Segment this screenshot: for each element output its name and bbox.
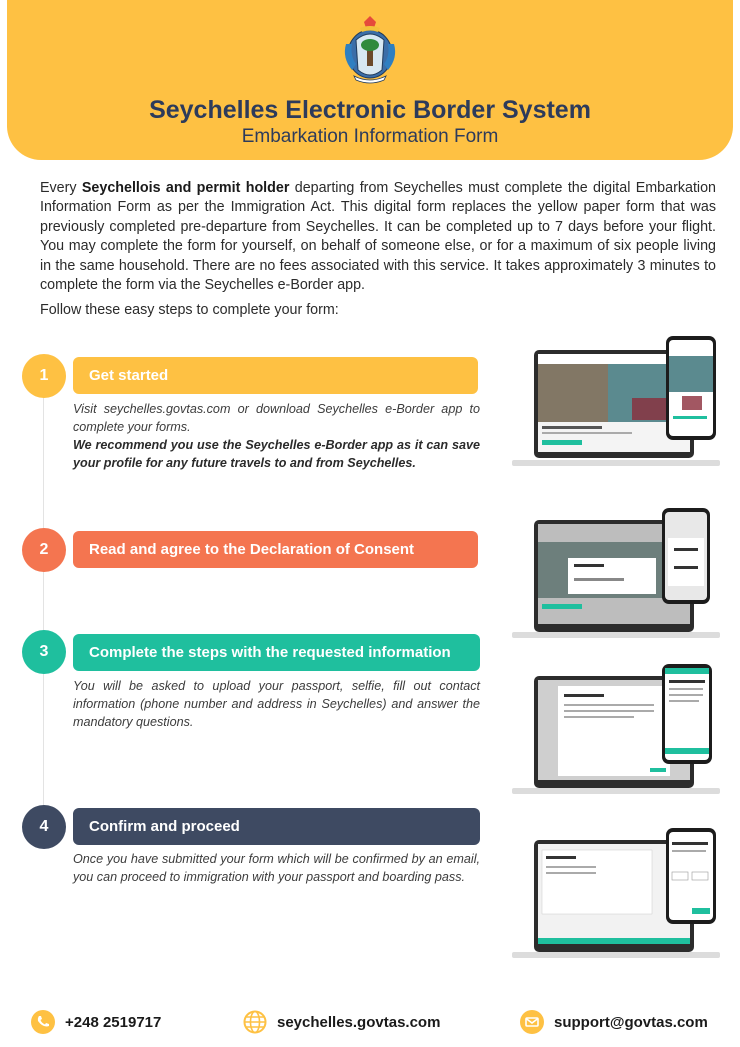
step-4-desc: Once you have submitted your form which will be confirmed by an email, you can proceed to immigration with your passport and boarding pass. [73,852,480,884]
intro-bold: Seychellois and permit holder [81,180,290,196]
page-title: Seychelles Electronic Border System [149,96,591,124]
step-1-desc [73,400,480,472]
step-3-circle: 3 [22,630,66,674]
intro-lead: Every [40,180,82,196]
step-1-desc-bold: We recommend you use the Seychelles e-Border app as it can save your profile for any future travels to and from Seychelles. [73,438,480,470]
email-icon [520,1010,544,1034]
step-1-circle: 1 [22,354,66,398]
phone-icon [31,1010,55,1034]
globe-icon [243,1010,267,1034]
step-3-title: Complete the steps with the requested information [73,634,480,671]
step-4-device-mockup [512,828,720,958]
footer-website-link[interactable]: seychelles.govtas.com [277,1013,441,1031]
footer-phone [31,1008,161,1036]
footer-email-link[interactable]: support@govtas.com [554,1013,708,1031]
step-1-device-mockup [512,336,720,466]
timeline-line [43,370,44,840]
footer-phone-text: +248 2519717 [65,1013,162,1031]
step-1-title: Get started [73,357,478,394]
footer-website [243,1008,440,1036]
step-3-desc: You will be asked to upload your passport, selfie, fill out contact information (phone number and address in Seychelles) and answer the mandatory questions. [73,679,480,729]
seychelles-coat-of-arms-icon [334,14,406,86]
intro-rest: departing from Seychelles must complete the digital Embarkation Information Form as per the Immigration Act. This digital form replaces the yellow paper form that was previously completed pre-departure from Seychelles. It can be completed up to 7 days before your flight. You may complete the form for yourself, on behalf of someone else, or for a maximum of six people living in the same household. There are no fees associated with this service. It takes approximately 3 minutes to complete the form via the Seychelles e-Border app. [40,180,716,294]
footer-email [520,1008,708,1036]
step-2-circle: 2 [22,528,66,572]
intro-paragraph [40,179,716,295]
page-subtitle: Embarkation Information Form [241,126,499,147]
step-4-title: Confirm and proceed [73,808,480,845]
step-3-device-mockup [512,664,720,794]
step-4-circle: 4 [22,805,66,849]
step-1-desc-text: Visit seychelles.govtas.com or download Seychelles e-Border app to complete your forms. [73,402,480,434]
step-2-title: Read and agree to the Declaration of Consent [73,531,478,568]
step-2-device-mockup [512,508,720,638]
follow-steps-text: Follow these easy steps to complete your form: [40,302,339,318]
